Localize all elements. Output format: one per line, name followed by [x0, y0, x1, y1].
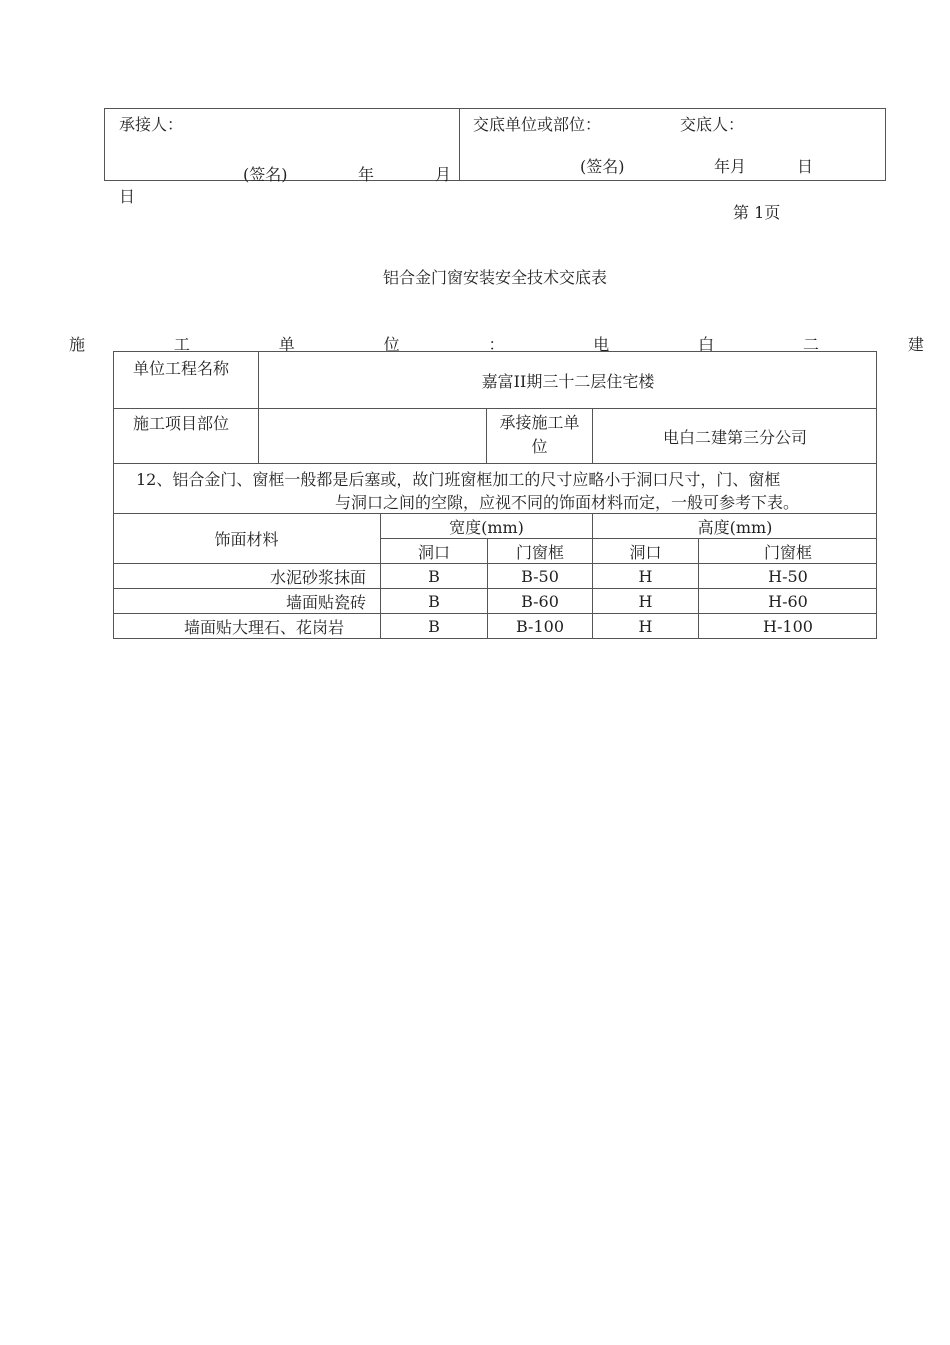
discloser-sign-label: (签名) [580, 157, 625, 176]
sub-header-height-frame: 门窗框 [763, 542, 812, 562]
table-row-material: 墙面贴瓷砖 [285, 592, 366, 612]
sub-header-width-frame: 门窗框 [515, 542, 564, 562]
disclosure-unit-label: 交底单位或部位： [473, 115, 602, 134]
discloser-day-label: 日 [797, 157, 814, 176]
sub-header-height-opening: 洞口 [629, 542, 662, 562]
table-row-material: 墙面贴大理石、花岗岩 [183, 617, 344, 637]
construction-unit-char: 施 [69, 335, 86, 354]
width-header: 宽度(mm) [449, 517, 524, 537]
construction-unit-char: 位 [383, 335, 400, 354]
page-number: 第 1页 [733, 203, 781, 222]
table-row-h-opening: H [638, 591, 653, 611]
receiver-month-label: 月 [435, 165, 452, 184]
construction-unit-char: 白 [698, 335, 715, 354]
construction-unit-char: 工 [173, 335, 190, 354]
construction-unit-char: ： [488, 335, 505, 354]
row-line [113, 463, 877, 464]
contractor-label [487, 411, 592, 459]
table-row-h-frame: H-60 [768, 591, 808, 611]
table-row-h-frame: H-50 [768, 566, 808, 586]
construction-unit-char: 二 [803, 335, 820, 354]
receiver-day-label: 日 [119, 187, 136, 206]
height-header: 高度(mm) [697, 517, 773, 537]
sub-header-width-opening: 洞口 [417, 542, 450, 562]
table-row-material: 水泥砂浆抹面 [269, 567, 366, 587]
project-part-label: 施工项目部位 [133, 414, 230, 433]
receiver-sign-label: (签名) [243, 165, 288, 184]
table-row-w-frame: B-60 [521, 591, 559, 611]
contractor-label-line2: 位 [531, 437, 548, 456]
table-row-w-opening: B [428, 616, 440, 636]
table-row-w-frame: B-100 [516, 616, 564, 636]
receiver-year-label: 年 [358, 165, 375, 184]
project-name-label: 单位工程名称 [133, 359, 230, 378]
table-row-w-frame: B-50 [521, 566, 559, 586]
construction-unit-char: 单 [278, 335, 295, 354]
discloser-label: 交底人： [680, 115, 745, 134]
construction-unit-char: 建 [907, 335, 924, 354]
table-row-h-opening: H [638, 616, 653, 636]
project-part-value [259, 409, 486, 463]
page-title: 铝合金门窗安装安全技术交底表 [382, 268, 607, 287]
table-row-h-opening: H [638, 566, 653, 586]
content-line-2: 与洞口之间的空隙，应视不同的饰面材料而定，一般可参考下表。 [335, 493, 800, 512]
table-row-w-opening: B [428, 591, 440, 611]
table-row-h-frame: H-100 [763, 616, 813, 636]
receiver-label: 承接人： [119, 115, 184, 134]
construction-unit-char: 电 [593, 335, 610, 354]
content-line-1: 12、铝合金门、窗框一般都是后塞或，故门班窗框加工的尺寸应略小于洞口尺寸，门、窗框 [136, 470, 781, 489]
signoff-divider [459, 108, 460, 181]
contractor-value: 电白二建第三分公司 [662, 427, 807, 447]
table-row-w-opening: B [428, 566, 440, 586]
project-name-value: 嘉富II期三十二层住宅楼 [481, 371, 655, 391]
material-header: 饰面材料 [214, 530, 279, 549]
discloser-year-month-label: 年月 [714, 157, 747, 176]
contractor-label-line1: 承接施工单 [499, 413, 580, 432]
